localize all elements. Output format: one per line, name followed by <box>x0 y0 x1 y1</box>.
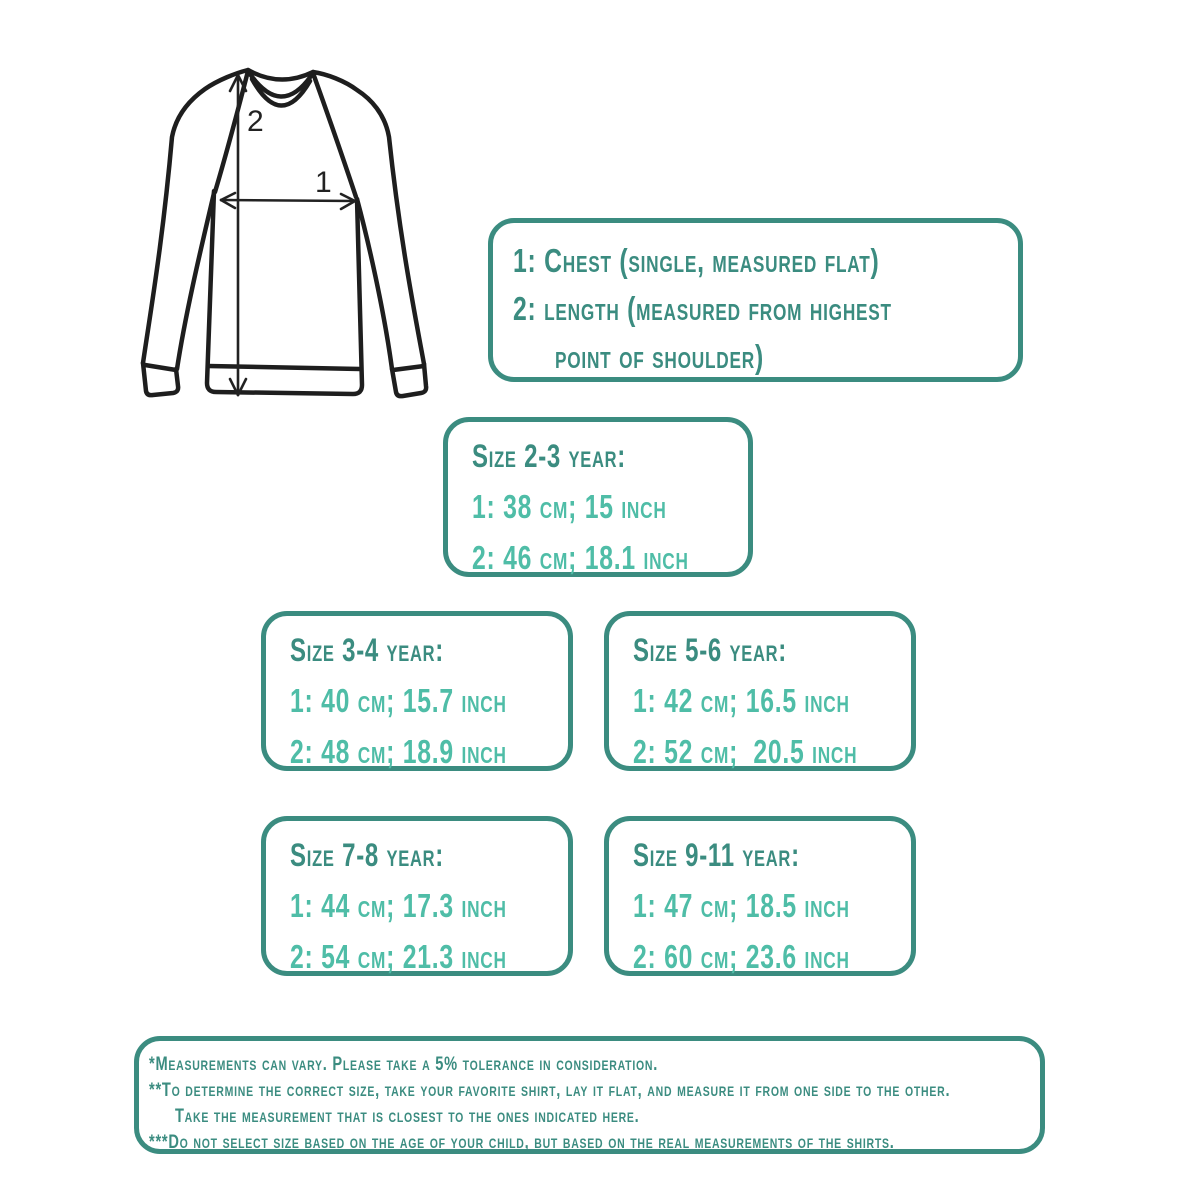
chest-measurement: 1: 42 cm; 16.5 inch <box>633 682 850 719</box>
length-measurement: 2: 52 cm; 20.5 inch <box>633 733 858 770</box>
length-measurement: 2: 46 cm; 18.1 inch <box>472 539 689 576</box>
sweater-diagram <box>130 55 440 405</box>
chest-arrow <box>221 193 355 209</box>
size-box-2-3-year <box>443 417 753 577</box>
footnote-line: *Measurements can vary. Please take a 5% tolerance in consideration. <box>149 1053 659 1075</box>
size-box-7-8-year <box>261 816 573 976</box>
chest-measurement: 1: 47 cm; 18.5 inch <box>633 887 850 924</box>
size-box-title: Size 9-11 year: <box>633 837 800 873</box>
legend-line: 1: Chest (single, measured flat) <box>513 242 880 279</box>
size-box-title: Size 7-8 year: <box>290 837 445 873</box>
legend-line: 2: length (measured from highest <box>513 290 892 327</box>
chest-measurement: 1: 44 cm; 17.3 inch <box>290 887 507 924</box>
length-measurement: 2: 48 cm; 18.9 inch <box>290 733 507 770</box>
size-box-title: Size 3-4 year: <box>290 632 445 668</box>
footnote-line: Take the measurement that is closest to the ones indicated here. <box>175 1105 640 1127</box>
footnote-line: ***Do not select size based on the age of your child, but based on the real measurements of the shirts. <box>149 1131 895 1153</box>
size-box-3-4-year <box>261 611 573 771</box>
chest-arrow-label: 1 <box>315 166 332 199</box>
sweater-outline <box>143 70 426 396</box>
chest-measurement: 1: 40 cm; 15.7 inch <box>290 682 507 719</box>
size-box-9-11-year <box>604 816 916 976</box>
footnote-line: **To determine the correct size, take your favorite shirt, lay it flat, and measure it from one side to the other. <box>149 1079 951 1101</box>
size-box-title: Size 2-3 year: <box>472 438 627 474</box>
size-box-5-6-year <box>604 611 916 771</box>
size-box-title: Size 5-6 year: <box>633 632 788 668</box>
length-measurement: 2: 60 cm; 23.6 inch <box>633 938 850 975</box>
measurement-legend-box <box>488 218 1023 382</box>
length-arrow-label: 2 <box>247 105 264 138</box>
footnotes-box <box>134 1036 1045 1154</box>
length-measurement: 2: 54 cm; 21.3 inch <box>290 938 507 975</box>
chest-measurement: 1: 38 cm; 15 inch <box>472 488 667 525</box>
legend-line: point of shoulder) <box>555 338 764 375</box>
